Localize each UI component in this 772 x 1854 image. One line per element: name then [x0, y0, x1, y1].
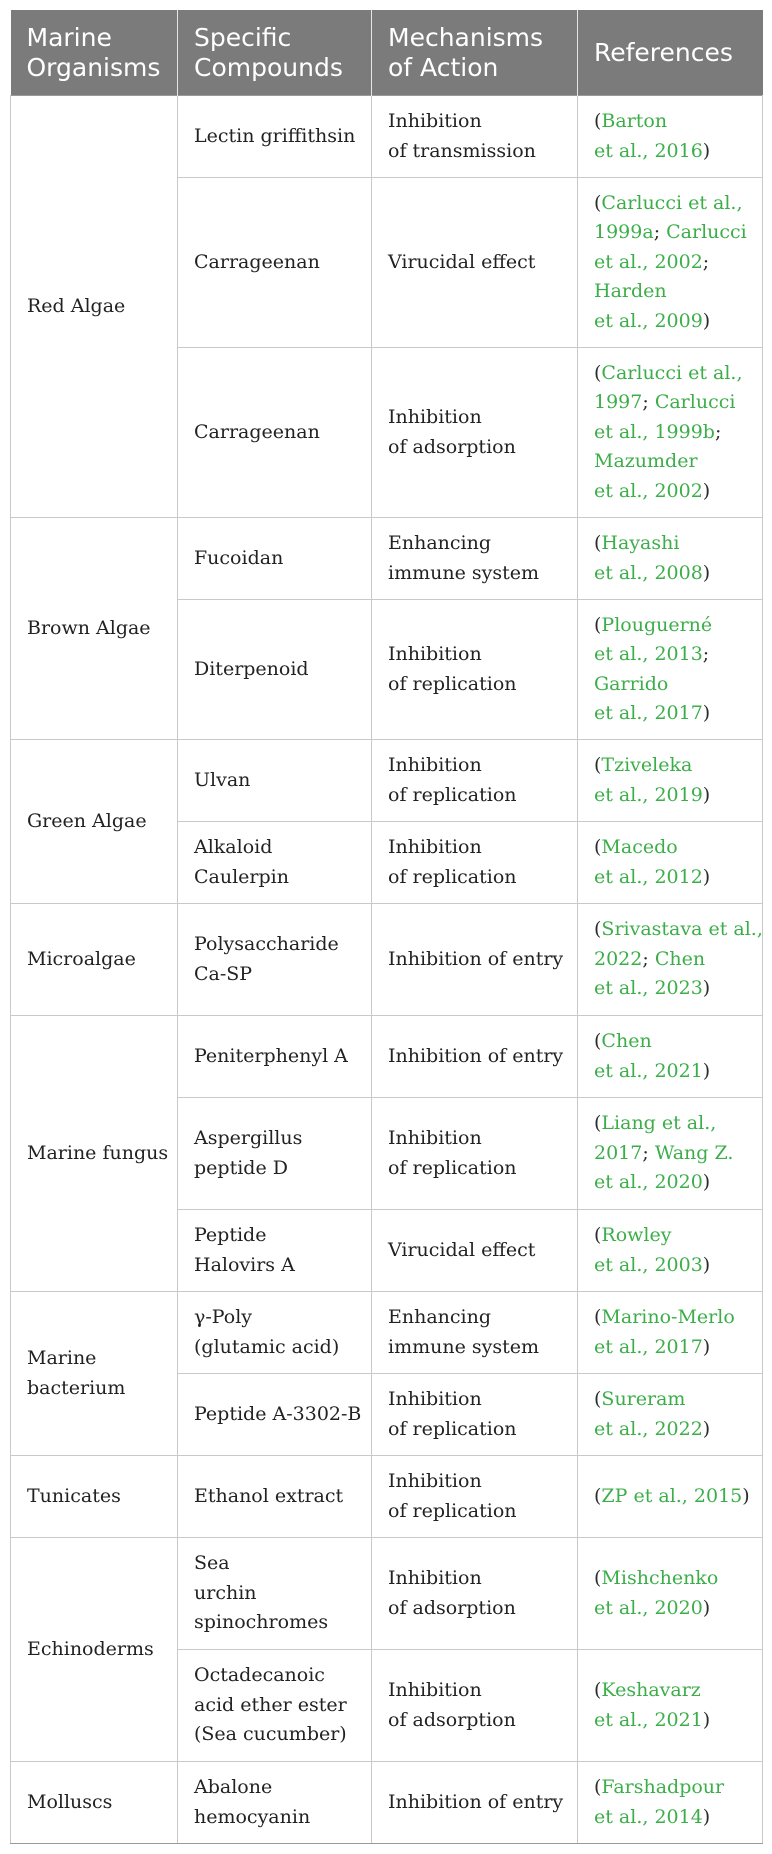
compound-cell: [178, 1016, 372, 1098]
antiviral-compounds-table: [10, 10, 763, 1844]
text-line: Carrageenan: [194, 250, 320, 273]
reference-punctuation: ): [702, 977, 711, 1000]
reference-link[interactable]: et al., 2003: [594, 1253, 703, 1276]
reference-line: [594, 699, 754, 729]
organism-cell: [11, 96, 178, 518]
reference-cell: [578, 178, 763, 348]
reference-cell: [578, 600, 763, 740]
reference-link[interactable]: Barton: [601, 110, 668, 132]
reference-punctuation: (: [594, 1484, 602, 1507]
text-line: Aspergillus: [194, 1127, 303, 1149]
reference-punctuation: ;: [642, 1141, 655, 1164]
text-line: hemocyanin: [194, 1805, 311, 1828]
mechanism-cell: [372, 1650, 578, 1762]
text-line: Mechanisms: [388, 22, 544, 52]
text-line: Peniterphenyl A: [194, 1044, 348, 1067]
text-line: of replication: [388, 1156, 517, 1179]
text-line: Sea: [194, 1552, 230, 1575]
reference-punctuation: ): [702, 1335, 711, 1358]
reference-link[interactable]: et al., 2017: [594, 1335, 703, 1358]
organism-cell: [11, 518, 178, 740]
reference-line: [594, 248, 754, 278]
text-line: urchin: [194, 1581, 257, 1604]
reference-punctuation: ): [702, 1417, 711, 1440]
reference-link[interactable]: Sureram: [601, 1388, 686, 1410]
reference-punctuation: (: [594, 1567, 602, 1589]
text-line: Ca-SP: [194, 962, 253, 985]
text-line: of adsorption: [388, 435, 516, 458]
organism-cell: [11, 1456, 178, 1538]
reference-link[interactable]: Harden: [594, 280, 667, 303]
reference-link[interactable]: Farshadpour: [601, 1776, 725, 1798]
mechanism-cell: [372, 96, 578, 178]
reference-punctuation: ): [702, 702, 711, 724]
reference-line: [594, 1251, 754, 1281]
reference-line: [594, 1706, 754, 1736]
reference-link[interactable]: et al., 2014: [594, 1805, 703, 1828]
mechanism-cell: [372, 600, 578, 740]
text-line: bacterium: [27, 1376, 126, 1399]
organism-cell: [11, 904, 178, 1016]
reference-line: [594, 1168, 754, 1198]
reference-link[interactable]: et al., 2016: [594, 139, 703, 162]
reference-cell: [578, 1538, 763, 1650]
text-line: of replication: [388, 1417, 517, 1440]
mechanism-cell: [372, 1292, 578, 1374]
text-line: Enhancing: [388, 532, 492, 554]
reference-punctuation: ): [702, 479, 711, 502]
compound-cell: [178, 96, 372, 178]
text-line: of replication: [388, 672, 517, 695]
reference-cell: [578, 96, 763, 178]
text-line: acid ether ester: [194, 1693, 347, 1716]
reference-link[interactable]: Carlucci: [666, 221, 747, 244]
reference-line: [594, 1482, 754, 1512]
text-line: Inhibition: [388, 110, 482, 132]
reference-link[interactable]: et al., 2009: [594, 309, 703, 332]
text-line: Specific: [194, 22, 292, 52]
reference-cell: [578, 1210, 763, 1292]
text-line: Marine fungus: [27, 1141, 169, 1164]
compound-cell: [178, 904, 372, 1016]
reference-link[interactable]: Garrido: [594, 672, 669, 695]
text-line: Inhibition: [388, 836, 482, 858]
text-line: of replication: [388, 865, 517, 888]
mechanism-cell: [372, 348, 578, 518]
reference-link[interactable]: Mishchenko: [601, 1567, 719, 1589]
compound-cell: [178, 1374, 372, 1456]
reference-link[interactable]: Plouguerné: [601, 613, 713, 636]
mechanism-cell: [372, 1762, 578, 1844]
reference-cell: [578, 1016, 763, 1098]
header-marine-organisms: [11, 10, 178, 96]
text-line: Compounds: [194, 52, 343, 82]
reference-cell: [578, 348, 763, 518]
organism-cell: [11, 740, 178, 904]
table-row: [11, 1762, 763, 1844]
reference-line: [594, 529, 754, 559]
organism-cell: [11, 1292, 178, 1456]
reference-line: [594, 974, 754, 1004]
reference-line: [594, 1139, 754, 1169]
reference-link[interactable]: et al., 2021: [594, 1708, 703, 1731]
reference-punctuation: (: [594, 1224, 602, 1246]
mechanism-cell: [372, 1210, 578, 1292]
organism-cell: [11, 1016, 178, 1292]
reference-link[interactable]: Marino-Merlo: [601, 1306, 735, 1328]
organism-cell: [11, 1762, 178, 1844]
text-line: Ethanol extract: [194, 1484, 344, 1507]
reference-link[interactable]: Carlucci et al.,: [601, 361, 743, 384]
reference-punctuation: ): [702, 1059, 711, 1082]
reference-link[interactable]: Carlucci et al.,: [601, 191, 743, 214]
compound-cell: [178, 1538, 372, 1650]
mechanism-cell: [372, 904, 578, 1016]
reference-line: [594, 1676, 754, 1706]
text-line: Echinoderms: [27, 1637, 154, 1660]
reference-line: [594, 559, 754, 589]
text-line: Inhibition of entry: [388, 947, 564, 970]
reference-line: [594, 1333, 754, 1363]
compound-cell: [178, 1098, 372, 1210]
text-line: Inhibition: [388, 1567, 482, 1589]
table-row: [11, 1016, 763, 1098]
header-row: [11, 10, 763, 96]
text-line: Halovirs A: [194, 1253, 295, 1276]
reference-line: [594, 1415, 754, 1445]
text-line: Organisms: [26, 52, 161, 82]
reference-cell: [578, 518, 763, 600]
text-line: Inhibition: [388, 406, 482, 428]
reference-punctuation: ): [702, 783, 711, 806]
text-line: Virucidal effect: [388, 1238, 536, 1261]
reference-line: [594, 1803, 754, 1833]
reference-cell: [578, 1098, 763, 1210]
reference-punctuation: ): [742, 1484, 750, 1507]
text-line: Caulerpin: [194, 865, 289, 888]
reference-line: [594, 833, 754, 863]
compound-cell: [178, 740, 372, 822]
text-line: References: [594, 37, 733, 67]
compound-cell: [178, 348, 372, 518]
reference-link[interactable]: et al., 2002: [594, 250, 703, 273]
reference-line: [594, 640, 754, 670]
text-line: Inhibition: [388, 1679, 482, 1701]
reference-punctuation: (: [594, 191, 602, 214]
mechanism-cell: [372, 1374, 578, 1456]
table-body: [11, 96, 763, 1844]
reference-link[interactable]: Liang et al.,: [601, 1112, 717, 1135]
reference-link[interactable]: et al., 2013: [594, 643, 703, 665]
text-line: Enhancing: [388, 1306, 492, 1328]
reference-cell: [578, 1292, 763, 1374]
text-line: Abalone: [194, 1776, 273, 1798]
mechanism-cell: [372, 1016, 578, 1098]
reference-link[interactable]: 2017: [594, 1141, 643, 1164]
reference-line: [594, 945, 754, 975]
compound-cell: [178, 600, 372, 740]
reference-line: [594, 863, 754, 893]
text-line: spinochromes: [194, 1611, 329, 1634]
text-line: Peptide A-3302-B: [194, 1402, 362, 1425]
reference-line: [594, 218, 754, 248]
reference-line: [594, 137, 754, 167]
reference-link[interactable]: et al., 2008: [594, 561, 703, 584]
table-row: [11, 904, 763, 1016]
reference-punctuation: (: [594, 754, 602, 776]
reference-link[interactable]: Hayashi: [601, 532, 680, 554]
reference-link[interactable]: 1997: [594, 391, 643, 414]
reference-link[interactable]: Chen: [601, 1030, 652, 1052]
reference-punctuation: (: [594, 1112, 602, 1135]
organism-cell: [11, 1538, 178, 1762]
reference-line: [594, 1594, 754, 1624]
text-line: Ulvan: [194, 768, 251, 791]
text-line: of adsorption: [388, 1708, 516, 1731]
reference-punctuation: ): [702, 1596, 711, 1619]
text-line: γ-Poly: [194, 1306, 253, 1328]
reference-punctuation: (: [594, 1679, 602, 1701]
reference-link[interactable]: Chen: [654, 947, 706, 970]
text-line: Marine: [26, 22, 112, 52]
reference-line: [594, 477, 754, 507]
reference-link[interactable]: Macedo: [601, 836, 678, 858]
reference-link[interactable]: ZP et al., 2015: [601, 1484, 743, 1507]
header-specific-compounds: [178, 10, 372, 96]
reference-cell: [578, 740, 763, 822]
reference-line: [594, 611, 754, 641]
reference-punctuation: ;: [653, 221, 667, 244]
text-line: of replication: [388, 783, 517, 806]
text-line: (Sea cucumber): [194, 1723, 347, 1746]
text-line: Inhibition: [388, 754, 482, 776]
text-line: Alkaloid: [194, 836, 273, 858]
text-line: Red Algae: [27, 294, 126, 317]
reference-line: [594, 418, 754, 448]
reference-punctuation: (: [594, 1776, 602, 1798]
reference-link[interactable]: 1999a: [594, 221, 654, 244]
text-line: Octadecanoic: [194, 1664, 325, 1687]
text-line: Fucoidan: [194, 546, 284, 569]
text-line: immune system: [388, 1335, 539, 1358]
table-row: [11, 740, 763, 822]
reference-link[interactable]: et al., 1999b: [594, 420, 715, 443]
reference-link[interactable]: Tziveleka: [601, 754, 693, 776]
mechanism-cell: [372, 1098, 578, 1210]
reference-line: [594, 670, 754, 700]
text-line: peptide D: [194, 1156, 288, 1179]
compound-cell: [178, 518, 372, 600]
text-line: Carrageenan: [194, 420, 320, 443]
reference-link[interactable]: Srivastava et al.,: [601, 918, 763, 941]
reference-cell: [578, 904, 763, 1016]
reference-line: [594, 107, 754, 137]
text-line: Inhibition: [388, 1127, 482, 1149]
reference-line: [594, 277, 754, 307]
table-row: [11, 1292, 763, 1374]
table-row: [11, 96, 763, 178]
reference-punctuation: (: [594, 532, 602, 554]
reference-punctuation: ): [702, 561, 711, 584]
reference-link[interactable]: et al., 2019: [594, 783, 703, 806]
text-line: Polysaccharide: [194, 933, 339, 955]
reference-line: [594, 915, 763, 945]
reference-line: [594, 307, 754, 337]
reference-line: [594, 1221, 754, 1251]
reference-line: [594, 447, 754, 477]
reference-punctuation: ): [702, 309, 711, 332]
reference-link[interactable]: Rowley: [601, 1224, 672, 1246]
text-line: Inhibition of entry: [388, 1044, 564, 1067]
reference-line: [594, 1385, 754, 1415]
reference-punctuation: ;: [642, 947, 655, 970]
reference-punctuation: (: [594, 1388, 602, 1410]
text-line: of replication: [388, 1499, 517, 1522]
reference-link[interactable]: Mazumder: [594, 450, 698, 473]
reference-punctuation: (: [594, 836, 602, 858]
text-line: Tunicates: [27, 1484, 121, 1507]
table-row: [11, 1538, 763, 1650]
reference-line: [594, 1564, 754, 1594]
mechanism-cell: [372, 1456, 578, 1538]
text-line: of adsorption: [388, 1596, 516, 1619]
table-row: [11, 1456, 763, 1538]
reference-link[interactable]: 2022: [594, 947, 643, 970]
compound-cell: [178, 1210, 372, 1292]
text-line: Molluscs: [27, 1790, 113, 1813]
text-line: Inhibition: [388, 1470, 482, 1492]
reference-link[interactable]: Carlucci: [654, 391, 736, 414]
reference-cell: [578, 822, 763, 904]
reference-link[interactable]: Wang Z.: [654, 1141, 734, 1164]
text-line: (glutamic acid): [194, 1335, 340, 1358]
header-mechanisms-of-action: [372, 10, 578, 96]
reference-link[interactable]: et al., 2023: [594, 977, 703, 1000]
reference-link[interactable]: et al., 2022: [594, 1417, 703, 1440]
reference-punctuation: ;: [714, 420, 722, 443]
reference-punctuation: (: [594, 110, 602, 132]
reference-line: [594, 359, 754, 389]
reference-link[interactable]: et al., 2002: [594, 479, 703, 502]
compound-cell: [178, 1292, 372, 1374]
reference-cell: [578, 1762, 763, 1844]
reference-line: [594, 189, 754, 219]
reference-cell: [578, 1650, 763, 1762]
reference-punctuation: ): [702, 1253, 711, 1276]
reference-link[interactable]: et al., 2020: [594, 1171, 703, 1194]
text-line: of Action: [388, 52, 499, 82]
table-row: [11, 518, 763, 600]
reference-punctuation: ): [702, 1171, 711, 1194]
reference-punctuation: ;: [642, 391, 655, 414]
text-line: Inhibition of entry: [388, 1790, 564, 1813]
header-references: [578, 10, 763, 96]
compound-cell: [178, 178, 372, 348]
text-line: immune system: [388, 561, 539, 584]
reference-link[interactable]: et al., 2012: [594, 865, 703, 888]
text-line: Inhibition: [388, 1388, 482, 1410]
text-line: Virucidal effect: [388, 250, 536, 273]
text-line: of transmission: [388, 139, 536, 162]
reference-cell: [578, 1374, 763, 1456]
text-line: Microalgae: [27, 947, 136, 970]
text-line: Brown Algae: [27, 616, 151, 639]
reference-cell: [578, 1456, 763, 1538]
reference-punctuation: ): [702, 865, 711, 888]
reference-line: [594, 388, 754, 418]
reference-punctuation: (: [594, 918, 602, 941]
reference-punctuation: ): [702, 1708, 711, 1731]
reference-punctuation: (: [594, 361, 602, 384]
reference-line: [594, 781, 754, 811]
text-line: Green Algae: [27, 809, 147, 832]
mechanism-cell: [372, 1538, 578, 1650]
reference-link[interactable]: Keshavarz: [601, 1679, 701, 1701]
reference-line: [594, 1109, 754, 1139]
compound-cell: [178, 822, 372, 904]
reference-line: [594, 1057, 754, 1087]
reference-link[interactable]: et al., 2020: [594, 1596, 703, 1619]
table-header: [11, 10, 763, 96]
reference-punctuation: (: [594, 613, 602, 636]
reference-punctuation: ;: [702, 643, 710, 665]
reference-punctuation: ): [702, 139, 711, 162]
mechanism-cell: [372, 178, 578, 348]
mechanism-cell: [372, 518, 578, 600]
reference-link[interactable]: et al., 2017: [594, 702, 703, 724]
reference-line: [594, 1303, 754, 1333]
reference-line: [594, 1027, 754, 1057]
reference-punctuation: ;: [702, 250, 710, 273]
text-line: Diterpenoid: [194, 657, 309, 680]
compound-cell: [178, 1456, 372, 1538]
reference-punctuation: (: [594, 1306, 602, 1328]
mechanism-cell: [372, 822, 578, 904]
text-line: Peptide: [194, 1224, 267, 1246]
reference-punctuation: (: [594, 1030, 602, 1052]
text-line: Marine: [27, 1347, 97, 1369]
compound-cell: [178, 1762, 372, 1844]
reference-link[interactable]: et al., 2021: [594, 1059, 703, 1082]
reference-punctuation: ): [702, 1805, 711, 1828]
mechanism-cell: [372, 740, 578, 822]
reference-line: [594, 751, 754, 781]
text-line: Lectin griffithsin: [194, 124, 356, 147]
reference-line: [594, 1773, 754, 1803]
text-line: Inhibition: [388, 643, 482, 665]
compound-cell: [178, 1650, 372, 1762]
